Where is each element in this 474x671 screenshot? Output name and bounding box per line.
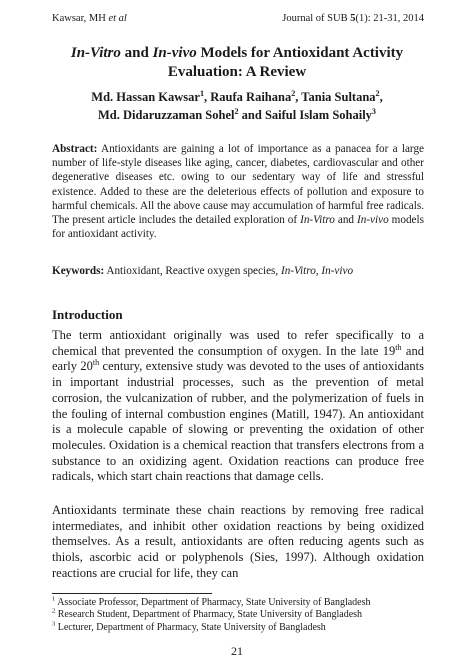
keywords: Keywords: Antioxidant, Reactive oxygen species, In-Vitro, In-vivo xyxy=(52,265,354,277)
introduction-paragraph-1: The term antioxidant originally was used to refer specifically to a chemical that prevented the consumption of oxygen. In the late 19th and early 20th century, extensive study was devoted to the uses of antioxidants in important industrial processes, such as the prevention of metal corrosion, the vulcanization of rubber, and the polymerization of fuels in the fouling of internal combustion engines (Matill, 1947). An antioxidant is a molecule capable of slowing or preventing the oxidation of other molecules. Oxidation is a chemical reaction that transfers electrons from a substance to an oxidizing agent. Oxidation reactions can produce free radicals, which start chain reactions that damage cells. xyxy=(52,328,424,484)
footnotes xyxy=(52,597,434,634)
footnote-3: $^3$ Lecturer, Department of Pharmacy, State University of Bangladesh xyxy=(52,620,326,633)
section-heading-introduction: Introduction xyxy=(52,307,123,322)
author-list: Md. Hassan Kawsar$^1$, Raufa Raihana$^2$, Tania Sultana$^2$, Md. Didaruzzaman Sohel$^2$ and Saiful Islam Sohaily$^3$ xyxy=(91,88,383,122)
running-head xyxy=(52,13,424,24)
introduction-paragraph-2: Antioxidants terminate these chain reactions by removing free radical intermediates, and inhibit other oxidation reactions by being oxidized themselves. As a result, antioxidants are often reducing agents such as thiols, ascorbic acid or polyphenols (Sies, 1997). Although oxidation reactions are crucial for life, they can xyxy=(52,503,424,580)
page-number: 21 xyxy=(231,644,243,658)
abstract: Abstract: Antioxidants are gaining a lot of importance as a panacea for a large number of life-style diseases like aging, cancer, diabetes, cardiovascular and other degenerative diseases etc. owing to our sedentary way of life and stressful existence. Added to these are the deleterious effects of pollution and exposure to harmful chemicals. All the above cause may accumulation of harmful free radicals. The present article includes the detailed exploration of In-Vitro and In-vivo models for antioxidant activity. xyxy=(52,143,424,241)
footnote-2: $^2$ Research Student, Department of Pharmacy, State University of Bangladesh xyxy=(52,608,363,621)
footnote-divider xyxy=(52,593,212,594)
footnote-1: $^1$ Associate Professor, Department of Pharmacy, State University of Bangladesh xyxy=(52,595,371,608)
running-head-authors: Kawsar, MH et al xyxy=(52,13,127,24)
running-head-journal: Journal of SUB 5(1): 21-31, 2014 xyxy=(282,13,424,24)
article-title: In-Vitro and In-vivo Models for Antioxidant Activity Evaluation: A Review xyxy=(70,45,404,80)
